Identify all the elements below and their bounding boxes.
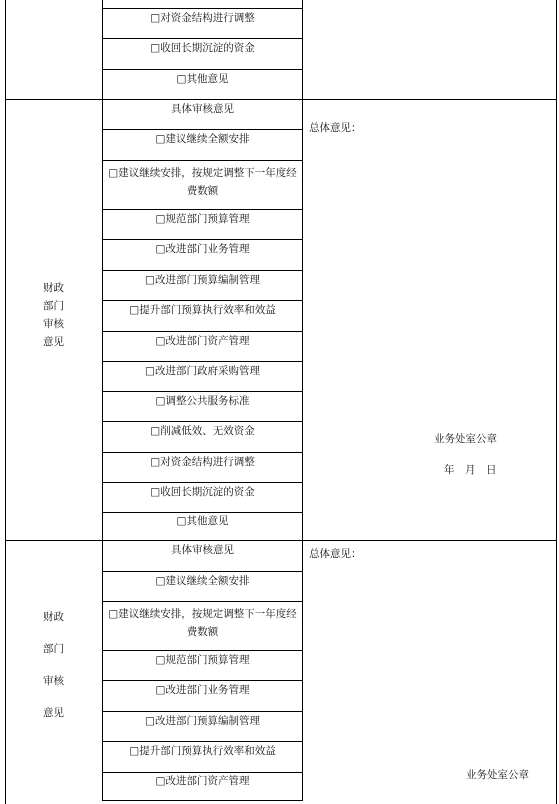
option-cell: □规范部门预算管理 <box>155 654 250 666</box>
option-cell: □改进部门资产管理 <box>155 775 250 787</box>
option-cell: □改进部门政府采购管理 <box>145 365 260 377</box>
overall-opinion-label: 总体意见： <box>309 548 362 560</box>
table-border-right <box>556 0 557 804</box>
option-cell: □建议继续全额安排 <box>155 133 250 145</box>
review-header-cell: 具体审核意见 <box>171 544 234 556</box>
option-cell: □改进部门业务管理 <box>155 684 250 696</box>
option-cell: □建议继续全额安排 <box>155 575 250 587</box>
department-seal-label: 业务处室公章 <box>434 433 497 445</box>
option-cell: □收回长期沉淀的资金 <box>150 486 255 498</box>
finance-dept-review-label <box>5 609 102 737</box>
dept-label-line: 审核 <box>43 675 64 687</box>
option-row-divider <box>102 800 303 801</box>
option-cell: □建议继续安排，按规定调整下一年度经费数额 <box>108 608 297 638</box>
option-cell: □其他意见 <box>176 73 229 85</box>
option-cell: □改进部门资产管理 <box>155 335 250 347</box>
option-cell: □改进部门预算编制管理 <box>145 715 260 727</box>
dept-label-line: 审核 <box>43 318 64 330</box>
option-cell: □改进部门业务管理 <box>155 243 250 255</box>
review-header-cell: 具体审核意见 <box>171 103 234 115</box>
dept-label-line: 意见 <box>43 336 64 348</box>
option-cell: □收回长期沉淀的资金 <box>150 42 255 54</box>
overall-opinion-label: 总体意见： <box>309 122 362 134</box>
option-cell: □提升部门预算执行效率和效益 <box>129 745 276 757</box>
option-cell: □对资金结构进行调整 <box>150 12 255 24</box>
date-label: 年 月 日 <box>444 464 497 476</box>
option-cell: □规范部门预算管理 <box>155 213 250 225</box>
option-cell: □建议继续安排，按规定调整下一年度经费数额 <box>108 167 297 197</box>
dept-label-line: 部门 <box>43 643 64 655</box>
dept-label-line: 财政 <box>43 611 64 623</box>
option-cell: □改进部门预算编制管理 <box>145 274 260 286</box>
option-cell: □调整公共服务标准 <box>155 395 250 407</box>
dept-label-line: 部门 <box>43 300 64 312</box>
option-cell: □对资金结构进行调整 <box>150 456 255 468</box>
dept-label-line: 财政 <box>43 282 64 294</box>
department-seal-label: 业务处室公章 <box>466 769 529 781</box>
dept-label-line: 意见 <box>43 707 64 719</box>
option-cell: □其他意见 <box>176 515 229 527</box>
finance-dept-review-label <box>5 280 102 352</box>
option-cell: □削减低效、无效资金 <box>150 425 255 437</box>
option-cell: □提升部门预算执行效率和效益 <box>129 304 276 316</box>
